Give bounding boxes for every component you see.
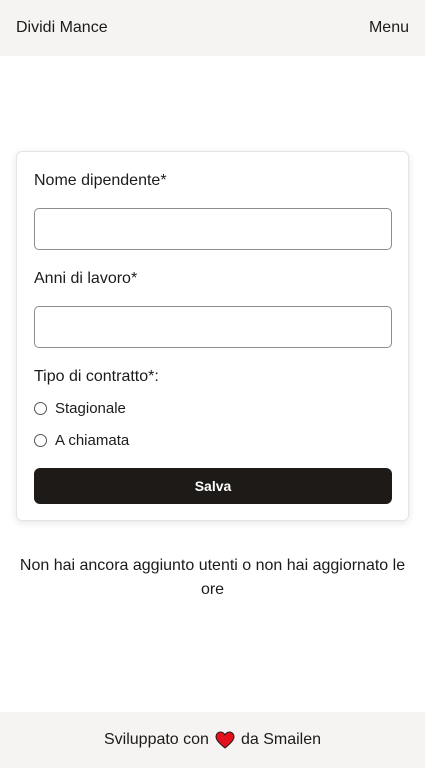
heart-icon xyxy=(215,731,235,749)
contract-option-on-call[interactable] xyxy=(34,432,129,449)
contract-option-seasonal[interactable] xyxy=(34,400,126,417)
app-footer xyxy=(0,712,425,768)
footer-suffix: da Smailen xyxy=(240,731,321,748)
years-label: Anni di lavoro* xyxy=(34,270,138,287)
employee-form-card xyxy=(16,151,409,521)
name-label: Nome dipendente* xyxy=(34,172,167,189)
menu-button[interactable]: Menu xyxy=(368,19,409,36)
contract-type-label: Tipo di contratto*: xyxy=(34,368,159,385)
years-of-work-input[interactable] xyxy=(34,306,392,348)
empty-state-message: Non hai ancora aggiunto utenti o non hai aggiornato le ore xyxy=(19,557,406,598)
save-button[interactable]: Salva xyxy=(34,468,392,504)
employee-name-input[interactable] xyxy=(34,208,392,250)
brand-title[interactable]: Dividi Mance xyxy=(16,19,108,36)
radio-seasonal[interactable] xyxy=(34,402,47,415)
app-header xyxy=(0,0,425,56)
radio-on-call[interactable] xyxy=(34,434,47,447)
contract-option-label: Stagionale xyxy=(55,400,126,417)
contract-option-label: A chiamata xyxy=(55,432,130,449)
footer-prefix: Sviluppato con xyxy=(103,731,209,748)
